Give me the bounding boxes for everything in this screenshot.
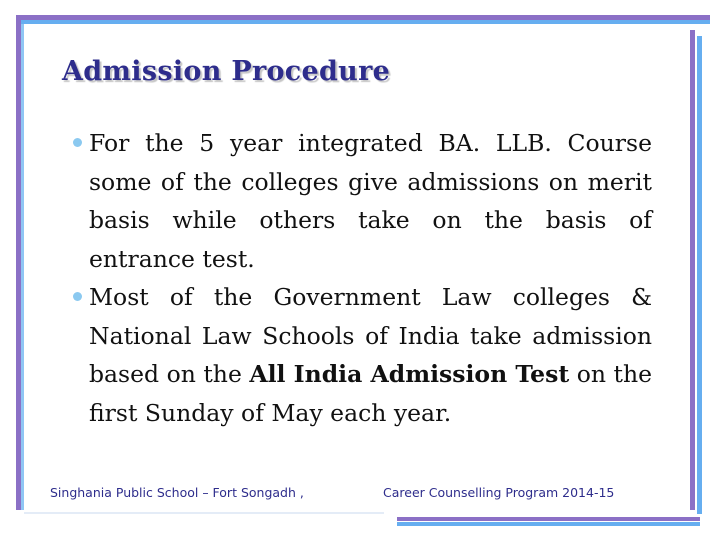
bullet-text-part: Most of the Government Law colleges & National Law Schools of India take admission based on the [89, 283, 652, 388]
slide-title: Admission Procedure [62, 56, 391, 87]
left-frame-line-blue [21, 24, 24, 510]
top-frame-line-blue [16, 20, 710, 24]
bottom-frame-line [397, 517, 700, 521]
right-frame-line-blue [697, 36, 702, 514]
right-frame-line [690, 30, 695, 510]
bullet-text-part: on the first Sunday of May each year. [89, 360, 652, 427]
bullet-list [72, 124, 652, 432]
bullet-item [72, 124, 652, 278]
bullet-dot-icon [73, 138, 82, 147]
footer-school: Singhania Public School – Fort Songadh , [50, 485, 304, 500]
bullet-dot-icon [73, 292, 82, 301]
bullet-item [72, 278, 652, 432]
bullet-text: For the 5 year integrated BA. LLB. Course some of the colleges give admissions on merit basis while others take on the basis of entrance test. [89, 129, 652, 273]
bullet-bold-text: All India Admission Test [249, 360, 570, 388]
footer-program: Career Counselling Program 2014-15 [383, 485, 615, 500]
bullet-text [89, 278, 652, 432]
bottom-frame-line-blue [397, 522, 700, 526]
bottom-frame-line-faint [24, 512, 384, 514]
